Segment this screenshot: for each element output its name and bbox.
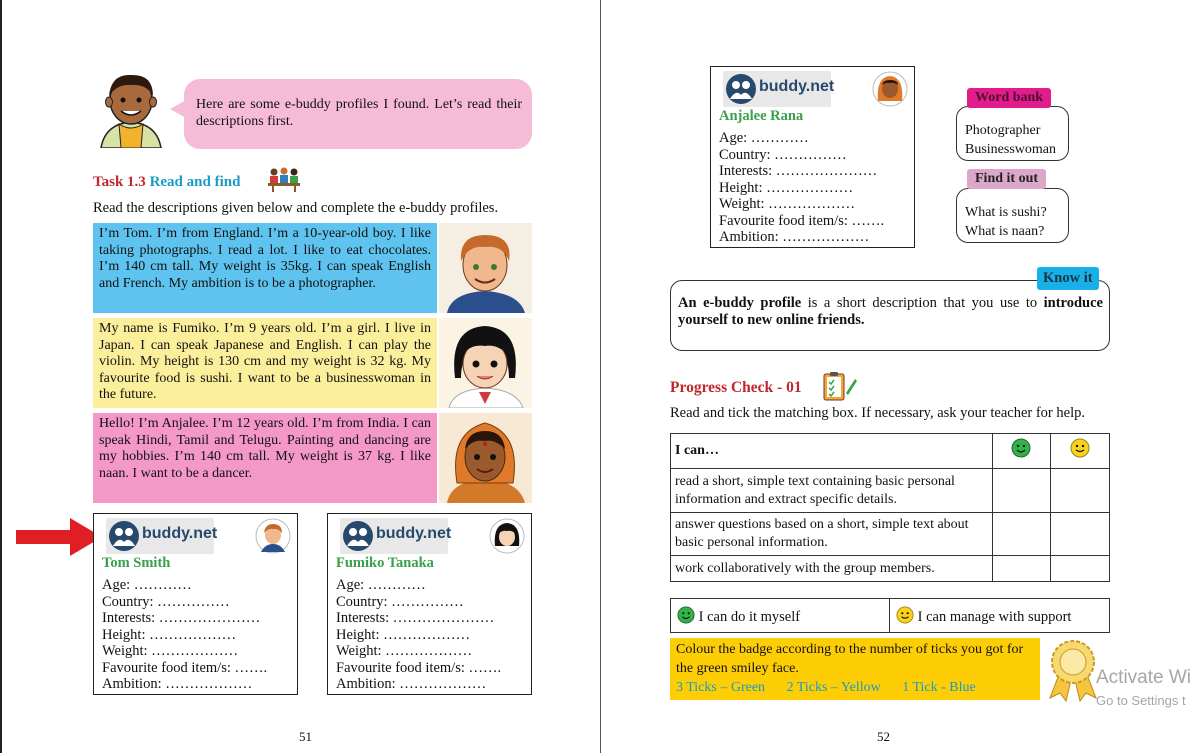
field-age: Age: …………	[102, 577, 192, 593]
profile-fields	[336, 577, 501, 693]
yellow-tick-box[interactable]	[1050, 513, 1109, 556]
field-ambition: Ambition: ………………	[336, 676, 487, 692]
task-heading	[93, 174, 240, 191]
badge-rosette-icon[interactable]	[1042, 638, 1104, 702]
fumiko-avatar	[489, 518, 525, 554]
legend-yellow: I can manage with support	[890, 599, 1110, 633]
field-interests: Interests: …………………	[102, 610, 261, 626]
word-bank-item: Businesswoman	[965, 142, 1056, 157]
field-interests: Interests: …………………	[336, 610, 495, 626]
boy-illustration	[97, 68, 165, 148]
field-height: Height: ………………	[336, 626, 471, 643]
tick-green: 3 Ticks – Green	[676, 680, 766, 695]
progress-table	[670, 433, 1110, 582]
group-work-icon	[266, 166, 302, 192]
legend-green: I can do it myself	[671, 599, 890, 633]
field-height: Height: ………………	[102, 626, 237, 643]
yellow-smiley-icon	[896, 606, 914, 624]
field-country: Country: ……………	[102, 593, 230, 610]
table-row	[671, 556, 1110, 582]
task-number: Task 1.3	[93, 174, 146, 190]
field-age: Age: …………	[336, 577, 426, 593]
field-country: Country: ……………	[336, 593, 464, 610]
field-weight: Weight: ………………	[102, 643, 239, 659]
description-anjalee: Hello! I’m Anjalee. I’m 12 years old. I’m from India. I can speak Hindi, Tamil and Telugu. Painting and dancing are my hobbies. I’m 140 cm tall. My weight is 37 kg. I like naan. I want to be a dancer.	[93, 413, 437, 503]
left-page	[0, 0, 600, 753]
checklist-icon	[822, 371, 858, 401]
field-age: Age: …………	[719, 130, 809, 146]
table-row	[671, 513, 1110, 556]
field-country: Country: ……………	[719, 146, 847, 163]
buddy-logo-icon	[725, 73, 757, 105]
know-it-emphasis: introduce yourself to new online friends.	[678, 295, 1103, 328]
know-it-term: An e-buddy profile	[678, 295, 802, 311]
tick-legend	[676, 678, 1034, 697]
buddy-logo	[723, 71, 835, 107]
anjalee-avatar	[872, 71, 908, 107]
know-it-box	[670, 280, 1110, 351]
know-it-label: Know it	[1037, 267, 1099, 290]
progress-check-title: Progress Check - 01	[670, 379, 802, 396]
can-do-statement: work collaboratively with the group members.	[671, 556, 993, 582]
field-ambition: Ambition: ………………	[719, 229, 870, 245]
page-number-left: 51	[299, 729, 312, 744]
settings-watermark: Go to Settings t	[1096, 693, 1186, 708]
field-weight: Weight: ………………	[336, 643, 473, 659]
buddy-logo-icon	[108, 520, 140, 552]
green-smiley-icon	[677, 606, 695, 624]
field-ambition: Ambition: ………………	[102, 676, 253, 692]
green-tick-box[interactable]	[992, 469, 1050, 513]
green-smiley-header	[992, 434, 1050, 469]
activate-windows-watermark: Activate Wi	[1096, 667, 1192, 688]
description-fumiko: My name is Fumiko. I’m 9 years old. I’m a girl. I live in Japan. I can speak Japanese and English. I can play the violin. My height is 130 cm and my weight is 32 kg. My favourite food is sushi. I want to be a businesswoman in the future.	[93, 318, 437, 408]
green-tick-box[interactable]	[992, 556, 1050, 582]
profile-fields	[102, 577, 267, 693]
profile-card-anjalee	[710, 66, 915, 248]
smiley-legend	[670, 598, 1110, 633]
table-header-row	[671, 434, 1110, 469]
page-number-right: 52	[877, 729, 890, 744]
find-out-item: What is naan?	[965, 224, 1045, 239]
profile-card-fumiko	[327, 513, 532, 695]
find-it-out-box	[956, 188, 1069, 243]
profile-name: Fumiko Tanaka	[336, 555, 434, 571]
buddy-logo-text: buddy.net	[142, 525, 218, 542]
green-smiley-icon	[1011, 438, 1031, 458]
field-height: Height: ………………	[719, 179, 854, 196]
find-out-item: What is sushi?	[965, 205, 1047, 220]
field-favourite-food: Favourite food item/s: …….	[336, 659, 502, 676]
badge-instruction: Colour the badge according to the number of ticks you got for the green smiley face.	[676, 642, 1024, 676]
anjalee-portrait	[439, 413, 532, 503]
tom-avatar	[255, 518, 291, 554]
yellow-smiley-header	[1050, 434, 1109, 469]
profile-name: Anjalee Rana	[719, 108, 804, 124]
profile-fields	[719, 130, 884, 246]
field-interests: Interests: …………………	[719, 163, 878, 179]
red-arrow-icon	[16, 518, 102, 556]
speech-bubble: Here are some e-buddy profiles I found. Let’s read their descriptions first.	[184, 79, 532, 149]
profile-name: Tom Smith	[102, 555, 171, 571]
word-bank-item: Photographer	[965, 123, 1041, 138]
badge-instruction-box	[670, 638, 1040, 700]
buddy-logo-text: buddy.net	[759, 78, 835, 95]
tom-portrait	[439, 223, 532, 313]
yellow-smiley-icon	[1070, 438, 1090, 458]
fumiko-portrait	[439, 318, 532, 408]
can-do-statement: read a short, simple text containing basic personal information and extract specific details.	[671, 469, 993, 513]
green-tick-box[interactable]	[992, 513, 1050, 556]
description-tom: I’m Tom. I’m from England. I’m a 10-year-old boy. I like taking photographs. I read a lot. I like to eat chocolates. I’m 140 cm tall. My weight is 35kg. I can speak English and French. My ambition is to be a photographer.	[93, 223, 437, 313]
table-row	[671, 469, 1110, 513]
progress-instruction: Read and tick the matching box. If necessary, ask your teacher for help.	[670, 405, 1085, 421]
yellow-tick-box[interactable]	[1050, 556, 1109, 582]
table-header: I can…	[671, 434, 993, 469]
tick-yellow: 2 Ticks – Yellow	[786, 680, 881, 695]
word-bank-label: Word bank	[967, 88, 1051, 108]
tick-blue: 1 Tick - Blue	[902, 680, 976, 695]
buddy-logo-text: buddy.net	[376, 525, 452, 542]
yellow-tick-box[interactable]	[1050, 469, 1109, 513]
buddy-logo	[340, 518, 452, 554]
field-favourite-food: Favourite food item/s: …….	[719, 212, 885, 229]
task-title: Read and find	[149, 174, 241, 190]
profile-card-tom	[93, 513, 298, 695]
task-instruction: Read the descriptions given below and complete the e-buddy profiles.	[93, 200, 499, 216]
find-it-out-label: Find it out	[967, 169, 1046, 189]
buddy-logo	[106, 518, 218, 554]
field-favourite-food: Favourite food item/s: …….	[102, 659, 268, 676]
field-weight: Weight: ………………	[719, 196, 856, 212]
know-it-text: is a short description that you use to	[801, 295, 1044, 311]
word-bank-box	[956, 106, 1069, 161]
can-do-statement: answer questions based on a short, simple text about basic personal information.	[671, 513, 993, 556]
buddy-logo-icon	[342, 520, 374, 552]
